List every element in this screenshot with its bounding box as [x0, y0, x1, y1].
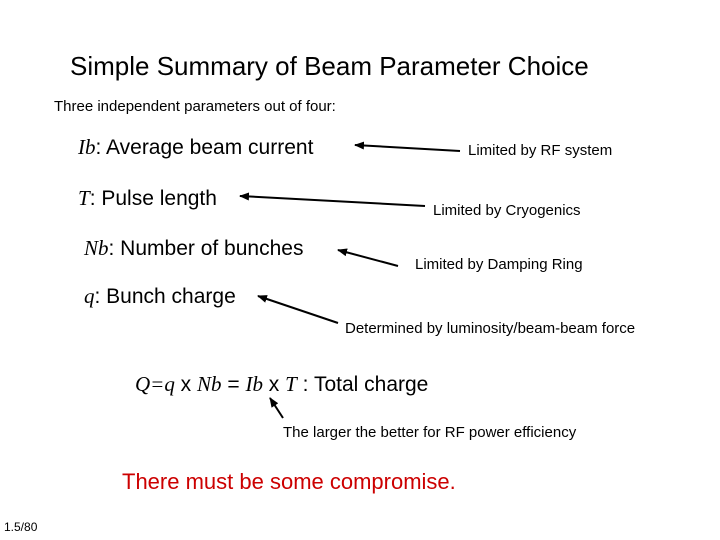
arrow-total — [270, 398, 283, 418]
arrow-nb — [338, 250, 398, 266]
total-equals: = — [221, 373, 246, 396]
arrow-q — [258, 296, 338, 323]
param-nb-label: : Number of bunches — [108, 237, 304, 260]
param-ib-label: : Average beam current — [95, 136, 314, 159]
page-number: 1.5/80 — [4, 520, 38, 534]
param-ib-note: Limited by RF system — [468, 142, 613, 159]
total-times-2: x — [262, 373, 286, 396]
arrow-ib — [355, 145, 460, 151]
compromise-statement: There must be some compromise. — [122, 469, 456, 494]
param-nb-symbol: Nb — [84, 236, 109, 260]
param-t-label: : Pulse length — [89, 187, 217, 210]
total-note: The larger the better for RF power efficiency — [283, 424, 577, 441]
total-times-1: x — [174, 373, 198, 396]
total-ib-symbol: Ib — [245, 372, 263, 396]
total-label: : Total charge — [296, 373, 429, 396]
param-nb-note: Limited by Damping Ring — [415, 256, 583, 273]
total-nb-symbol: Nb — [197, 372, 222, 396]
total-q-symbol: Q=q — [135, 372, 175, 396]
param-t-note: Limited by Cryogenics — [433, 202, 581, 219]
param-q-note: Determined by luminosity/beam-beam force — [345, 320, 636, 337]
arrow-t — [240, 196, 425, 206]
total-t-symbol: T — [285, 372, 297, 396]
slide-title: Simple Summary of Beam Parameter Choice — [70, 51, 589, 81]
param-ib-symbol: Ib — [78, 135, 96, 159]
slide-subtitle: Three independent parameters out of four: — [54, 98, 336, 115]
param-q-label: : Bunch charge — [94, 285, 236, 308]
param-q-symbol: q — [84, 284, 95, 308]
param-t-symbol: T — [78, 186, 90, 210]
